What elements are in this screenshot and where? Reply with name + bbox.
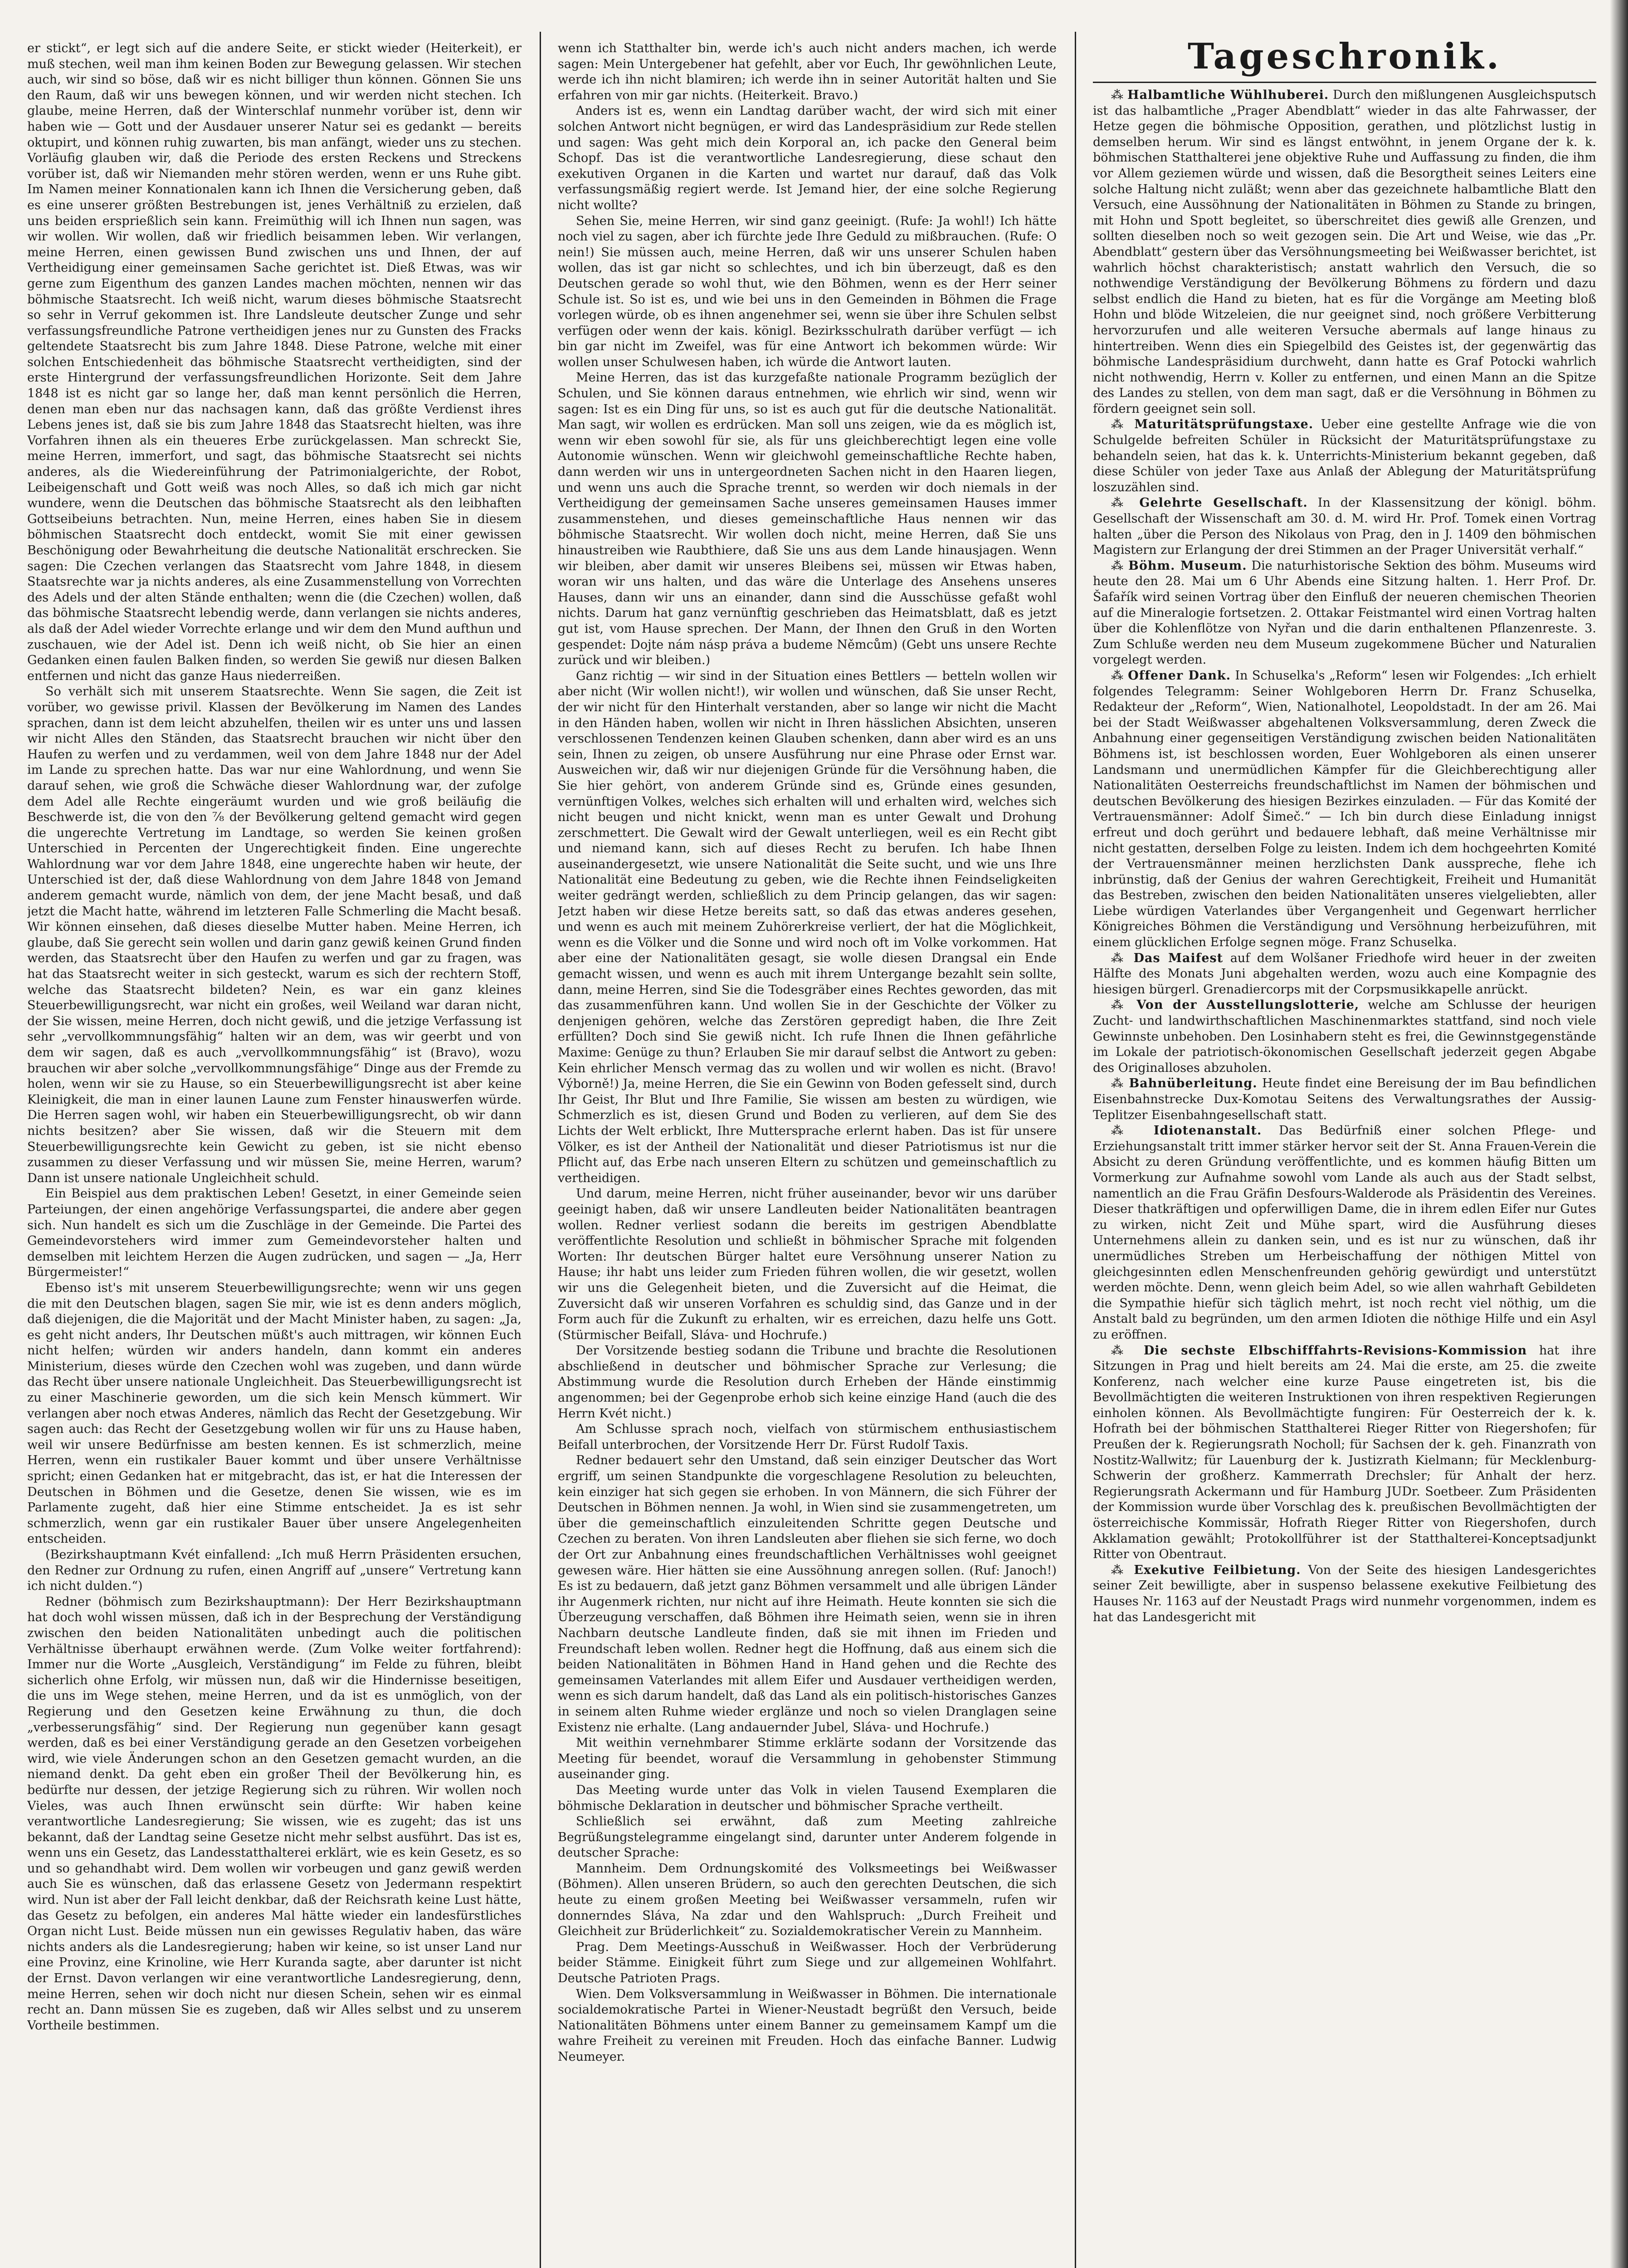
entry-headword: Gelehrte Gesellschaft. (1139, 496, 1308, 510)
entry-headword: Bahnüberleitung. (1129, 1076, 1258, 1091)
bullet-mark: ⁂ (1111, 88, 1128, 102)
news-entry (1093, 1343, 1596, 1563)
entry-text: Durch den mißlungenen Ausgleichsputsch ist das halbamtliche „Prager Abendblatt“ wieder in das alte Fahrwasser, der Hetze gegen die böhmische Opposition, gerathen, und plötzlichst lustig in demselben herum. Wir sind es längst entwöhnt, in jenem Organe der k. k. böhmischen Statthalterei jene objektive Ruhe und Auffassung zu finden, die ihm vor Allem geziemen würde und wissen, daß die Besorgtheit seines Leiters eine solche Haltung nicht zuläßt; wenn aber das gezeichnete halbamtliche Blatt den Versuch, eine Aussöhnung der Nationalitäten in Böhmen zu Stande zu bringen, mit Hohn und Spott begleitet, so überschreitet dies gewiß alle Grenzen, und sollten dieselben noch so weit gezogen sein. Die Art und Weise, wie das „Pr. Abendblatt“ gestern über das Versöhnungsmeeting bei Weißwasser berichtet, ist wahrlich höchst charakteristisch; anstatt wahrlich den Versuch, die so nothwendige Verständigung der Bevölkerung Böhmens zu fördern und dazu selbst endlich die Hand zu bieten, hat es für die Vorgänge am Meeting bloß Hohn und blöde Witzeleien, die nur geeignet sind, noch größere Verbitterung hervorzurufen und alle weiteren Versuche abermals auf lange hinaus zu hintertreiben. Wenn dies ein Spiegelbild des Geistes ist, der gegenwärtig das böhmische Landespräsidium durchweht, dann hatte es Graf Potocki wahrlich nicht nothwendig, Herrn v. Koller zu entfernen, und einen Mann an die Spitze des Landes zu stellen, von dem man sagt, daß er die Versöhnung in Böhmen zu fördern geeignet sein soll. (1093, 88, 1596, 416)
entry-text: Das Bedürfniß einer solchen Pflege- und Erziehungsanstalt tritt immer stärker hervor seit der St. Anna Frauen-Verein die Absicht zu deren Gründung veröffentlichte, und es kommen häufig Bitten um Vormerkung zur Aufnahme sowohl vom Lande als auch aus der Stadt selbst, namentlich an die Frau Gräfin Desfours-Walderode als Präsidentin des Vereines. Dieser thatkräftigen und opferwilligen Dame, die in ihrem edlen Eifer nur Gutes zu wirken, nicht Zeit und Mühe spart, wird die Ausführung dieses Unternehmens allein zu danken sein, und es ist nur zu wünschen, daß ihr unermüdliches Streben um Herbeischaffung der nöthigen Mittel von gleichgesinnten edlen Menschenfreunden gehörig gewürdigt und unterstützt werden möchte. Denn, wenn gleich beim Adel, so wie allen wahrhaft Gebildeten die Sympathie hiefür sich täglich mehrt, ist noch recht viel nöthig, um die Anstalt bald zu begründen, um den armen Idioten die nöthige Hilfe und ein Asyl zu eröffnen. (1093, 1124, 1596, 1342)
news-entry (1093, 417, 1596, 495)
article-paragraph: (Bezirkshauptmann Kvét einfallend: „Ich muß Herrn Präsidenten ersuchen, den Redner zur Ordnung zu rufen, einen Angriff auf „unsere“ Vertretung kann ich nicht dulden.“) (27, 1548, 522, 1593)
article-paragraph: Schließlich sei erwähnt, daß zum Meeting zahlreiche Begrüßungstelegramme eingelangt sind, darunter unter Anderem folgende in deutscher Sprache: (558, 1814, 1057, 1860)
news-entry (1093, 88, 1596, 417)
article-paragraph: Mit weithin vernehmbarer Stimme erklärte sodann der Vorsitzende das Meeting für beendet, worauf die Versammlung in gehobenster Stimmung auseinander ging. (558, 1736, 1057, 1782)
article-paragraph: Wien. Dem Volksversammlung in Weißwasser in Böhmen. Die internationale socialdemokratische Partei in Wiener-Neustadt begrüßt den Versuch, beide Nationalitäten Böhmens unter einem Banner zu gemeinsamem Kampf um die wahre Freiheit zu vereinen mit Freuden. Hoch das einfache Banner. Ludwig Neumeyer. (558, 1987, 1057, 2064)
entry-headword: Das Maifest (1133, 951, 1223, 965)
entry-headword: Idiotenanstalt. (1153, 1124, 1262, 1138)
page-edge-shadow (1610, 0, 1628, 2268)
article-paragraph: Und darum, meine Herren, nicht früher auseinander, bevor wir uns darüber geeinigt haben, daß wir unsere Landleuten beider Nationalitäten beantragen wollen. Redner verliest sodann die bereits im gestrigen Abendblatte veröffentlichte Resolution und schließt in böhmischer Sprache mit folgenden Worten: Ihr deutschen Bürger haltet eure Versöhnung unserer Nation zu Hause; ihr habt uns leider zum Frieden führen wollen, die wir gesetzt, wollen wir uns die Gelegenheit bieten, und die Zuversicht auf die Heimat, die Zuversicht daß wir unseren Vorfahren es schuldig sind, das Ganze und in der Form auch für die Zukunft zu erhalten, wir es erreichen, dazu helfe uns Gott. (Stürmischer Beifall, Sláva- und Hochrufe.) (558, 1187, 1057, 1342)
news-entry (1093, 951, 1596, 998)
entry-text: welche am Schlusse der heurigen Zucht- und landwirthschaftlichen Maschinenmarktes stattfand, sind noch viele Gewinnste unbehoben. Den Losinhabern steht es frei, die Gewinnstgegenstände im Lokale der patriotisch-ökonomischen Gesellschaft jederzeit gegen Abgabe des Originalloses abzuholen. (1093, 998, 1596, 1075)
bullet-mark: ⁂ (1111, 1343, 1144, 1358)
entry-text: Die naturhistorische Sektion des böhm. Museums wird heute den 28. Mai um 6 Uhr Abends eine Sitzung halten. 1. Herr Prof. Dr. Šafařík wird seinen Vortrag über den Einfluß der neueren chemischen Theorien auf die Mineralogie fortsetzen. 2. Ottakar Feistmantel wird einen Vortrag halten über die Kohlenflötze von Nyřan und die darin enthaltenen Pflanzenreste. 3. Zum Schluße werden neu dem Museum zugekommene Bücher und Naturalien vorgelegt werden. (1093, 558, 1596, 667)
bullet-mark: ⁂ (1111, 496, 1140, 510)
article-paragraph: Das Meeting wurde unter das Volk in vielen Tausend Exemplaren die böhmische Deklaration in deutscher und böhmischer Sprache vertheilt. (558, 1783, 1057, 1813)
column-rule (1075, 32, 1076, 2268)
article-paragraph: Mannheim. Dem Ordnungskomité des Volksmeetings bei Weißwasser (Böhmen). Allen unseren Brüdern, so auch den gerechten Deutschen, die sich heute zu einem großen Meeting bei Weißwasser versammeln, rufen wir donnerndes Sláva, Na zdar und den Wahlspruch: „Durch Freiheit und Gleichheit zur Brüderlichkeit“ zu. Sozialdemokratischer Verein zu Mannheim. (558, 1861, 1057, 1939)
entry-text: Von der Seite des hiesigen Landesgerichtes seiner Zeit bewilligte, aber in suspenso belassene exekutive Feilbietung des Hauses Nr. 1163 auf der Neustadt Prags wird nunmehr vorgenommen, indem es hat das Landesgericht mit (1093, 1563, 1596, 1624)
bullet-mark: ⁂ (1111, 417, 1135, 432)
entry-headword: Maturitätsprüfungstaxe. (1134, 417, 1314, 432)
section-heading: Tageschronik. (1093, 41, 1596, 83)
bullet-mark: ⁂ (1111, 951, 1134, 965)
column-rule (540, 32, 541, 2268)
article-paragraph: Ganz richtig — wir sind in der Situation eines Bettlers — betteln wollen wir aber nicht (Wir wollen nicht!), wir wollen und wünschen, daß Sie unser Recht, der wir nicht für den Hinterhalt verstanden, aber so lange wir nicht die Macht in den Händen haben, wollen wir nicht in Ihren hässlichen Absichten, unseren verschlossenen Tendenzen keinen Glauben schenken, dann aber wird es an uns sein, Ihnen zu zeigen, ob unsere Ausführung nur eine Phrase oder Ernst war. Ausweichen wir, daß wir nur diejenigen Gründe für die Versöhnung haben, die Sie hier gehört, von anderem Gründe sind es, Gründe eines gesunden, vernünftigen Volkes, welches sich erhalten will und erhalten wird, welches sich nicht beugen und nicht knickt, wenn man es unter Gewalt und Drohung zerschmettert. Die Gewalt wird der Gewalt unterliegen, weil es ein Recht gibt und niemand kann, sich auf dieses Recht zu berufen. Ich habe Ihnen auseinandergesetzt, wie unsere Nationalität die Seite sucht, und wie uns Ihre Nationalität eine Bedeutung zu geben, wie die Rechte ihnen Feindseligkeiten weiter gedrängt werden, schließlich zu dem Princip gelangen, das wir sagen: Jetzt haben wir diese Hetze bereits satt, so daß das etwas anderes gesehen, und wenn es auch mit meinem Zuhörerkreise verliert, der hat die Möglichkeit, wenn es die Völker und die Sonne und wird noch oft im Volke vorkommen. Hat aber eine der Nationalitäten gesagt, sie wolle diesen Drangsal ein Ende gemacht wissen, und wenn es auch mit ihrem Untergange bezahlt sein sollte, dann, meine Herren, sind Sie die Todesgräber eines Rechtes geworden, das mit das zusammenführen kann. Und wollen Sie in der Geschichte der Völker zu denjenigen gehören, welche das Zerstören gepredigt haben, die Ihre Zeit erfüllten? Doch sind Sie gewiß nicht. Ich rufe Ihnen die Ihnen gefährliche Maxime: Genüge zu thun? Erlauben Sie mir darauf selbst die Antwort zu geben: Kein ehrlicher Mensch vermag das zu wollen und wir wollen es nicht. (Bravo! Výborně!) Ja, meine Herren, die Sie ein Gewinn von Boden gefesselt sind, durch Ihr Geist, Ihr Blut und Ihre Familie, Sie wissen am besten zu würdigen, wie Schmerzlich es ist, diesen Grund und Boden zu verlieren, auf dem Sie des Lichts der Welt erblickt, Ihre Muttersprache erlernt haben. Das ist für unsere Völker, es ist der Antheil der Nationalität und dieser Patriotismus ist nur die Pflicht auf, das Erbe nach unseren Eltern zu schützen und gemeinschaftlich zu vertheidigen. (558, 669, 1057, 1185)
bullet-mark: ⁂ (1111, 1076, 1129, 1091)
column-left (27, 41, 522, 2268)
bullet-mark: ⁂ (1111, 998, 1137, 1012)
article-paragraph: Prag. Dem Meetings-Ausschuß in Weißwasser. Hoch der Verbrüderung beider Stämme. Einigkeit führt zum Siege und zur allgemeinen Wohlfahrt. Deutsche Patrioten Prags. (558, 1940, 1057, 1986)
bullet-mark: ⁂ (1111, 1563, 1134, 1577)
article-paragraph: Redner bedauert sehr den Umstand, daß sein einziger Deutscher das Wort ergriff, um seinen Standpunkte die vorgeschlagene Resolution zu beleuchten, kein einziger hat sich gegen sie erhoben. In von Männern, die sich Führer der Deutschen in Böhmen nennen. Ja wohl, in Wien sind sie zusammengetreten, um über die gemeinschaftlich einzuleitenden Schritte gegen Deutsche und Czechen zu beraten. Von ihren Landsleuten aber fliehen sie sich ferne, wo doch der Ort zur Anbahnung eines freundschaftlichen Verhältnisses wohl geeignet gewesen wäre. Hier hätten sie eine Aussöhnung anregen sollen. (Ruf: Janoch!) Es ist zu bedauern, daß jetzt ganz Böhmen versammelt und alle übrigen Länder ihr Augenmerk richten, nur nicht auf ihre Heimath. Heute konnten sie sich die Überzeugung verschaffen, daß Böhmen ihre Heimath seien, wenn sie in ihren Nachbarn deutsche Landleute finden, daß sie mit ihnen im Frieden und Freundschaft leben wollen. Redner hegt die Hoffnung, daß aus einem sich die beiden Nationalitäten in Böhmen Hand in Hand gehen und die Rechte des gemeinsamen Vaterlandes mit allem Eifer und Ausdauer vertheidigen werden, wenn es sich darum handelt, daß das Land als ein politisch-historisches Ganzes in seinem alten Ruhme wieder erglänze und noch so vielen Dranglagen seine Existenz nie erhalte. (Lang andauernder Jubel, Sláva- und Hochrufe.) (558, 1453, 1057, 1735)
article-paragraph: So verhält sich mit unserem Staatsrechte. Wenn Sie sagen, die Zeit ist vorüber, wo gewisse privil. Klassen der Bevölkerung im Namen des Landes sprachen, dann ist dem leicht abzuhelfen, theilen wir es unter uns und lassen wir nicht Alles den Ständen, das Staatsrecht brauchen wir nicht über den Haufen zu werfen und zu verdammen, weil von dem Jahre 1848 nur der Adel im Lande zu sprechen hatte. Das war nur eine Wahlordnung, und wenn Sie darauf sehen, wie groß die Schwäche dieser Wahlordnung war, der zufolge dem Adel alle Rechte eingeräumt wurden und wie groß beiläufig die Beschwerde ist, die von den ⁷⁄₈ der Bevölkerung geltend gemacht wird gegen die ungerechte Vertretung im Landtage, so werden Sie keinen großen Unterschied in Percenten der Ungerechtigkeit finden. Eine ungerechte Wahlordnung war vor dem Jahre 1848, eine ungerechte haben wir heute, der Unterschied ist der, daß diese Wahlordnung von dem Jahre 1848 von Jemand anderem gemacht wurde, nämlich von dem, der jene Macht besaß, und daß jetzt die Macht hatte, während im letzteren Falle Schmerling die Macht besaß. Wir können einsehen, daß dieses dieselbe Mutter haben. Meine Herren, ich glaube, daß Sie gerecht sein wollen und darin ganz gewiß keinen Grund finden werden, das Staatsrecht über den Haufen zu werfen und gar zu fragen, was hat das Staatsrecht weiter in sich gesteckt, warum es sich der rechtern Stoff, welche das Staatsrecht bildeten? Nein, es war ein ganz kleines Steuerbewilligungsrecht, war nicht ein großes, weil Weiland war daran nicht, der Sie wissen, meine Herren, doch nicht gewiß, und die jetzige Verfassung ist sehr „vervollkommnungsfähig“ halten wir an dem, was wir geerbt und von dem wir sagen, daß es auch „vervollkommnungsfähig“ ist (Bravo), wozu brauchen wir aber solche „vervollkommnungsfähige“ Dinge aus der Fremde zu holen, wenn wir sie zu Hause, so ein Steuerbewilligungsrecht ist aber keine Kleinigkeit, die man in einer launen Laune zum Fenster hinauswerfen würde. Die Herren sagen wohl, wir haben ein Steuerbewilligungsrecht, ob wir dann nichts besitzen? aber Sie wissen, daß wir die Steuern mit dem Steuerbewilligungsrechte kein Gewicht zu geben, ist sie nicht ebenso zusammen zu dieser Verfassung und wir müssen Sie, meine Herren, warum? Dann ist unsere nationale Ungleichheit schuld. (27, 684, 522, 1185)
column-middle (558, 41, 1057, 2268)
bullet-mark: ⁂ (1111, 558, 1129, 573)
news-entry (1093, 558, 1596, 668)
article-paragraph: Anders ist es, wenn ein Landtag darüber wacht, der wird sich mit einer solchen Antwort nicht begnügen, er wird das Landespräsidium zur Rede stellen und sagen: Was geht mich dein Korporal an, ich packe den General beim Schopf. Das ist die verantwortliche Landesregierung, diese schaut den exekutiven Organen in die Karten und wartet nur darauf, daß das Volk verfassungsmäßig regiert werde. Ist Jemand hier, der eine solche Regierung nicht wollte? (558, 104, 1057, 212)
article-paragraph: Am Schlusse sprach noch, vielfach von stürmischem enthusiastischem Beifall unterbrochen, der Vorsitzende Herr Dr. Fürst Rudolf Taxis. (558, 1422, 1057, 1452)
entry-text: hat ihre Sitzungen in Prag und hielt bereits am 24. Mai die erste, am 25. die zweite Konferenz, nach welcher eine kurze Pause eingetreten ist, bis die Bevollmächtigten die weiteren Instruktionen von ihren respektiven Regierungen einholen können. Als Bevollmächtigte fungiren: Für Oesterreich der k. k. Hofrath bei der böhmischen Statthalterei Rieger Ritter von Riegershofen; für Preußen der k. Regierungsrath Nocholl; für Sachsen der k. geh. Finanzrath von Nostitz-Wallwitz; für Lauenburg der k. Justizrath Kielmann; für Mecklenburg-Schwerin der großherz. Kammerrath Drechsler; für Anhalt der herz. Regierungsrath Ackermann und für Hamburg JUDr. Soetbeer. Zum Präsidenten der Kommission wurde über Vorschlag des k. preußischen Bevollmächtigten der österreichische Kommissär, Hofrath Rieger Ritter von Riegershofen, durch Akklamation gewählt; Protokollführer ist der Statthalterei-Konceptsadjunkt Ritter von Obentraut. (1093, 1343, 1596, 1562)
entry-text: auf dem Wolšaner Friedhofe wird heuer in der zweiten Hälfte des Monats Juni abgehalten werden, wozu auch eine Kompagnie des hiesigen bürgerl. Grenadiercorps mit der Corpsmusikkapelle anrückt. (1093, 951, 1596, 997)
column-right (1093, 41, 1596, 2268)
bullet-mark: ⁂ (1111, 668, 1128, 683)
article-paragraph: wenn ich Statthalter bin, werde ich's auch nicht anders machen, ich werde sagen: Mein Untergebener hat gefehlt, aber vor Euch, Ihr gewöhnlichen Leute, werde ich ihn nicht blamiren; ich werde ihn in seiner Autorität halten und Sie erfahren von mir gar nichts. (Heiterkeit. Bravo.) (558, 41, 1057, 103)
news-entry (1093, 668, 1596, 951)
entry-text: Ueber eine gestellte Anfrage wie die von Schulgelde befreiten Schüler in Rücksicht der Maturitätsprüfungstaxe zu behandeln seien, hat das k. k. Unterrichts-Ministerium bekannt gegeben, daß diese Schüler von jeder Taxe aus Anlaß der Ablegung der Maturitätsprüfung loszuzählen sind. (1093, 417, 1596, 494)
news-entries (1093, 88, 1596, 1625)
entry-headword: Halbamtliche Wühlhuberei. (1127, 88, 1329, 102)
entry-text: In der Klassensitzung der königl. böhm. Gesellschaft der Wissenschaft am 30. d. M. wird Hr. Prof. Tomek einen Vortrag halten „über die Person des Nikolaus von Prag, den in J. 1409 den böhmischen Magistern zur Erlangung der drei Stimmen an der Prager Universität verhalf.“ (1093, 496, 1596, 557)
article-paragraph: Der Vorsitzende bestieg sodann die Tribune und brachte die Resolutionen abschließend in deutscher und böhmischer Sprache zur Verlesung; die Abstimmung wurde die Resolution durch Erheben der Hände einstimmig angenommen; bei der Gegenprobe erhob sich keine einzige Hand (auch die des Herrn Kvét nicht.) (558, 1344, 1057, 1421)
entry-headword: Offener Dank. (1128, 668, 1231, 683)
article-paragraph: Sehen Sie, meine Herren, wir sind ganz geeinigt. (Rufe: Ja wohl!) Ich hätte noch viel zu sagen, aber ich fürchte jede Ihre Geduld zu mißbrauchen. (Rufe: O nein!) Sie müssen auch, meine Herren, daß wir uns unserer Schulen haben wollen, das ist gar nicht so schlechtes, und ich bin überzeugt, daß es den Deutschen gerade so wohl thut, wie den Böhmen, wenn es der Herr seiner Schule ist. So ist es, und wie bei uns in den Gemeinden in Böhmen die Frage vorlegen würde, ob es ihnen angenehmer sei, wenn sie über ihre Schulen selbst verfügen oder wenn der kais. königl. Bezirksschulrath darüber verfügt — ich bin gar nicht im Zweifel, was für eine Antwort ich bekommen würde: Wir wollen unser Schulwesen haben, ich würde die Antwort lauten. (558, 214, 1057, 369)
entry-text: Heute findet eine Bereisung der im Bau befindlichen Eisenbahnstrecke Dux-Komotau Seitens des Verwaltungsrathes der Aussig-Teplitzer Eisenbahngesellschaft statt. (1093, 1076, 1596, 1122)
news-entry (1093, 997, 1596, 1076)
article-paragraph: Meine Herren, das ist das kurzgefaßte nationale Programm bezüglich der Schulen, und Sie können daraus entnehmen, wie ehrlich wir sind, wenn wir sagen: Ist es ein Ding für uns, so ist es auch gut für die deutsche Nationalität. Man sagt, wir wollen es erdrücken. Man soll uns zeigen, wie da es möglich ist, wenn wir eben sowohl für sie, als für uns gleichberechtigt legen eine volle Autonomie wünschen. Wenn wir gleichwohl gemeinschaftliche Rechte haben, dann werden wir uns in untergeordneten Sachen nicht in den Haaren liegen, und wenn uns auch die Sprache trennt, so werden wir doch niemals in der Vertheidigung der gemeinsamen Sache unseres gemeinsamen Hauses immer zusammenstehen, und dieses gemeinschaftliche Haus nennen wir das böhmische Staatsrecht. Wir wollen doch nicht, meine Herren, daß Sie uns hinaustreiben wie Raubthiere, daß Sie uns aus dem Lande hinausjagen. Wenn wir bleiben, aber damit wir unseres Bleibens sei, müssen wir Etwas haben, woran wir uns halten, und das wäre die Unterlage des Ansehens unseres Hauses, dann wir uns an einander, dann sind die Ausschüsse gefaßt wohl nichts. Darum hat ganz vernünftig geschrieben das Heimatsblatt, daß es jetzt gut ist, vom Hause sprechen. Der Mann, der Ihnen den Gruß in den Worten gespendet: Dojte nám násp práva a budeme Němcům) (Gebt uns unsere Rechte zurück und wir bleiben.) (558, 371, 1057, 668)
article-paragraph: Ein Beispiel aus dem praktischen Leben! Gesetzt, in einer Gemeinde seien Parteiungen, der einen angehörige Verfassungspartei, die andere aber gegen sich. Nun handelt es sich um die Zuschläge in der Gemeinde. Die Partei des Gemeindevorstehers wird immer zum Gemeindevorsteher halten und demselben mit leichtem Herzen die Augen zudrücken, und sagen — „Ja, Herr Bürgermeister!“ (27, 1187, 522, 1280)
entry-headword: Böhm. Museum. (1128, 558, 1247, 573)
news-entry (1093, 1123, 1596, 1343)
entry-headword: Die sechste Elbschifffahrts-Revisions-Kommission (1143, 1343, 1527, 1358)
news-entry (1093, 495, 1596, 558)
entry-headword: Exekutive Feilbietung. (1134, 1563, 1301, 1577)
article-paragraph: Redner (böhmisch zum Bezirkshauptmann): Der Herr Bezirkshauptmann hat doch wohl wissen müssen, daß ich in der Besprechung der Verständigung zwischen den beiden Nationalitäten unbedingt auch die politischen Verhältnisse überhaupt erwähnen werde. (Zum Volke weiter fortfahrend): Immer nur die Worte „Ausgleich, Verständigung“ im Felde zu führen, bleibt sicherlich ohne Erfolg, wir müssen nun, daß wir die Hindernisse beseitigen, die uns im Wege stehen, meine Herren, und da ist es unmöglich, von der Regierung und den Gesetzen keine Erwähnung zu thun, die doch „verbesserungsfähig“ sind. Der Regierung nun gegenüber kann gesagt werden, daß es bei einer Verständigung gerade an den Gesetzen vorbeigehen wird, wie viele Änderungen schon an den Gesetzen gemacht wurden, an die niemand denkt. Da geht eben ein großer Theil der Bevölkerung hin, es bedürfte nur dessen, der jetzige Regierung sich zu rühren. Wir wollen noch Vieles, was auch Ihnen erwünscht sein dürfte: Wir haben keine verantwortliche Landesregierung; Sie wissen, wie es zugeht; das ist uns bekannt, daß der Landtag seine Gesetze nicht mehr selbst ausführt. Das ist es, wenn uns ein Gesetz, das Landesstatthalterei erklärt, wie es kein Gesetz, es so und so gehandhabt wird. Dem wollen wir vorbeugen und ganz gewiß werden auch Sie es wünschen, daß das erlassene Gesetz von Jedermann respektirt wird. Nun ist aber der Fall leicht denkbar, daß der Reichsrath keine Lust hätte, das Gesetz zu befolgen, ein anderes Mal hätte wieder ein landesfürstliches Organ nicht Lust. Beide müssen nun ein gewisses Regulativ haben, das wäre nichts anders als die Landesregierung; haben wir keine, so ist unser Land nur eine Provinz, eine Krinoline, wie Herr Kuranda sagte, aber darunter ist nicht der Ernst. Davon verlangen wir eine verantwortliche Landesregierung, denn, meine Herren, sehen wir doch nicht nur diesen Schein, sehen wir es einmal recht an. Dann müssen Sie es zugeben, daß wir Alles selbst und zu unserem Vortheile bestimmen. (27, 1594, 522, 2033)
entry-headword: Von der Ausstellungslotterie, (1136, 998, 1360, 1012)
article-paragraph: er stickt“, er legt sich auf die andere Seite, er stickt wieder (Heiterkeit), er muß stechen, weil man ihm keinen Boden zur Bewegung gelassen. Wir stechen auch, wir sind so böse, daß wir es nicht billiger thun können. Gönnen Sie uns den Raum, daß wir uns bewegen können, und wir werden nicht stechen. Ich glaube, meine Herren, daß der Winterschlaf nunmehr vorüber ist, denn wir haben wie — Gott und der Ausdauer unserer Natur sei es gedankt — bereits oktupirt, und können ruhig zuwarten, bis man anfängt, wieder uns zu stechen. Vorläufig glauben wir, daß die Periode des ersten Reckens und Streckens vorüber ist, daß wir Niemanden mehr stören werden, wenn er uns Ruhe gibt. Im Namen meiner Konnationalen kann ich Ihnen die Versicherung geben, daß es eine unserer größten Bestrebungen ist, jenes Verhältniß zu erzielen, daß uns beiden ersprießlich sein kann. Freimüthig will ich Ihnen nun sagen, was wir wollen. Wir wollen, daß wir friedlich beisammen leben. Wir verlangen, meine Herren, einen gewissen Bund zwischen uns und Ihnen, der auf Vertheidigung einer gemeinsamen Sache gerichtet ist. Dieß Etwas, was wir gerne zum Eigenthum des ganzen Landes machen möchten, nennen wir das böhmische Staatsrecht. Ich weiß nicht, warum dieses böhmische Staatsrecht so sehr in Verruf gekommen ist. Ihre Landsleute deutscher Zunge und sehr verfassungsfreundliche Patrone vertheidigen jenes nur zu Gunsten des Fracks geltendete Staatsrecht bis zum Jahre 1848. Diese Patrone, welche mit einer solchen Entschiedenheit das böhmische Staatsrecht vertheidigten, sind der erste Hintergrund der verfassungsfreundlichen Horizonte. Seit dem Jahre 1848 ist es nicht gar so lange her, daß man kennt persönlich die Herren, denen man eben nur das nachsagen kann, daß das größte Verdienst ihres Lebens jenes ist, daß sie bis zum Jahre 1848 das Staatsrecht hielten, was ihre Vorfahren ihnen als ein theueres Erbe zurückgelassen. Man schreckt Sie, meine Herren, immerfort, und sagt, das böhmische Staatsrecht sei nichts anderes, als die Wiedereinführung der Patrimonialgerichte, der Robot, Leibeigenschaft und Gott weiß was noch Alles, so daß ich mich gar nicht wundere, wenn die Deutschen das böhmische Staatsrecht als den leibhaften Gottseibeiuns betrachten. Nun, meine Herren, eines haben Sie in diesem böhmischen Staatsrecht doch entdeckt, womit Sie mit einer gewissen Beschönigung oder Bewahrheitung die deutsche Nationalität erschrecken. Sie sagen: Die Czechen verlangen das Staatsrecht vom Jahre 1848, in diesem Staatsrechte war ja nichts anderes, als eine Zusammenstellung von Vorrechten des Adels und der alten Stände enthalten; wenn die (die Czechen) wollen, daß das böhmische Staatsrecht lebendig werde, dann verlangen sie nichts anderes, als daß der Adel wieder Vorrechte erlange und wir dem den Mund aufthun und zuschauen, wie der Adel ist. Denn ich weiß nicht, ob Sie hier an einen Gedanken einen faulen Balken finden, so werden Sie gewiß nur diesen Balken entfernen und nicht das ganze Haus niederreißen. (27, 41, 522, 683)
news-entry (1093, 1563, 1596, 1625)
bullet-mark: ⁂ (1111, 1124, 1154, 1138)
news-entry (1093, 1076, 1596, 1123)
entry-text: In Schuselka's „Reform“ lesen wir Folgendes: „Ich erhielt folgendes Telegramm: Seiner Wohlgeboren Herrn Dr. Franz Schuselka, Redakteur der „Reform“, Wien, Nationalhotel, Leopoldstadt. In der am 26. Mai bei der Stadt Weißwasser abgehaltenen Volksversammlung, deren Zweck die Anbahnung einer gegenseitigen Verständigung zwischen beiden Nationalitäten Böhmens ist, ist beschlossen worden, Euer Wohlgeboren als einen unserer Landsmann und unermüdlichen Kämpfer für die Gleichberechtigung aller Nationalitäten Oesterreichs freundschaftlichst im Namen der böhmischen und deutschen Bevölkerung des hiesigen Bezirkes einzuladen. — Für das Komité der Vertrauensmänner: Adolf Šimeč.“ — Ich bin durch diese Einladung innigst erfreut und doch gerührt und bedauere lebhaft, daß meine Verhältnisse mir nicht gestatten, derselben Folge zu leisten. Indem ich dem hochgeehrten Komité der Vertrauensmänner meinen herzlichsten Dank ausspreche, flehe ich inbrünstig, daß der Genius der wahren Gerechtigkeit, Freiheit und Humanität das Bestreben, zwischen den beiden Nationalitäten unseres vielgeliebten, aller Liebe würdigen Vaterlandes über Vergangenheit und Gegenwart herrlicher Königreiches Böhmen die Verständigung und Versöhnung herbeizuführen, mit einem glücklichen Erfolge segnen möge. Franz Schuselka. (1093, 668, 1596, 950)
article-paragraph: Ebenso ist's mit unserem Steuerbewilligungsrechte; wenn wir uns gegen die mit den Deutschen blagen, sagen Sie mir, wie ist es denn anders möglich, daß diejenigen, die die Majorität und der Macht Minister haben, zu sagen: „Ja, es geht nicht anders, Ihr Deutschen müßt's auch mittragen, wir können Euch nicht helfen; würden wir anders handeln, dann kommt ein anderes Ministerium, dieses würde den Czechen wohl was zugeben, und dann würde das Recht über unsere nationale Ungleichheit. Das Steuerbewilligungsrecht ist zu einer Maschinerie geworden, um die sich kein Mensch kümmert. Wir verlangen aber noch etwas Anderes, nämlich das Recht der Gesetzgebung. Wir sagen auch: das Recht der Gesetzgebung wollen wir für uns zu Hause haben, weil wir unsere Bedürfnisse am besten kennen. Es ist schmerzlich, meine Herren, wenn ein rustikaler Bauer kommt und über unsere Verhältnisse spricht; einen Gedanken hat er mitgebracht, das ist, er hat die Interessen der Deutschen in Böhmen und die Gesetze, denen Sie wissen, wie es im Parlamente zugeht, daß hier eine Stimme entscheidet. Ja es ist sehr schmerzlich, wenn gar ein rustikaler Bauer über unsere Angelegenheiten entscheiden. (27, 1281, 522, 1546)
